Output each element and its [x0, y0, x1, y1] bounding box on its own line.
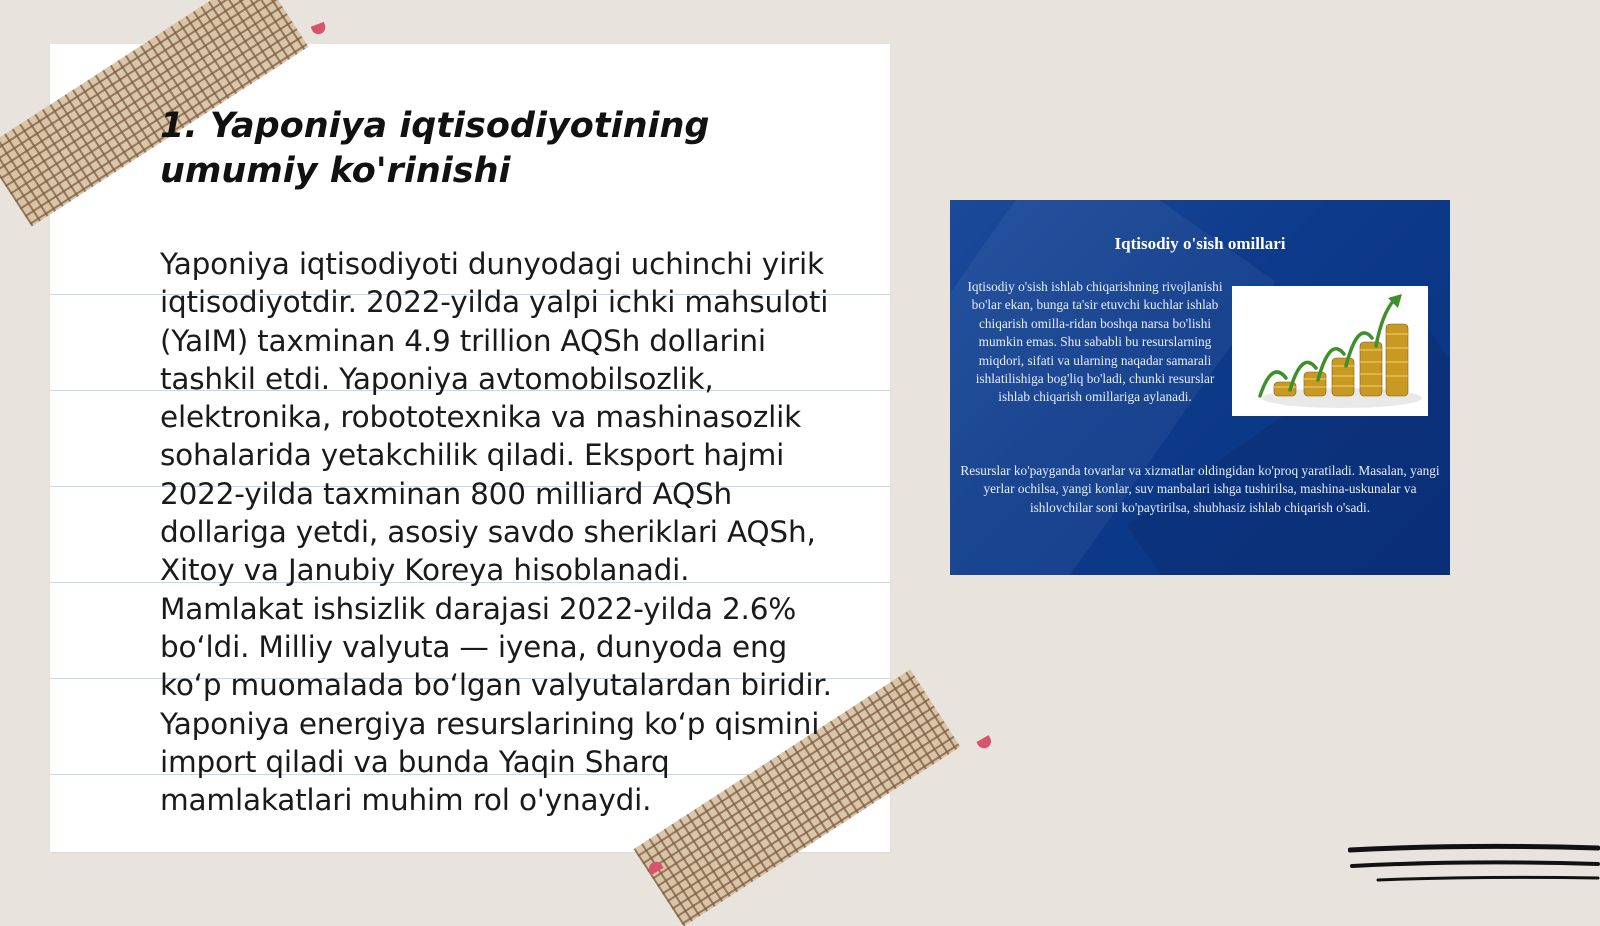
pin-icon	[976, 735, 993, 751]
slide-title: Iqtisodiy o'sish omillari	[1114, 234, 1286, 253]
coin-growth-graphic	[1232, 286, 1428, 416]
slide-paragraph-2: Resurslar ko'payganda tovarlar va xizmatlar oldingidan ko'proq yaratiladi. Masalan, yangi yerlar ochilsa, yangi konlar, suv manbalari ishga tushirilsa, mashina-uskunalar va ishlovchilar soni ko'paytirilsa, shubhasiz ishlab chiqarish o'sadi.	[960, 463, 1440, 515]
scribble-lines	[1348, 842, 1600, 892]
pin-icon	[311, 22, 328, 36]
slide-paragraph-1: Iqtisodiy o'sish ishlab chiqarishning rivojlanishi bo'lar ekan, bunga ta'sir etuvchi kuchlar ishlab chiqarish omilla-ridan boshqa narsa bo'lishi mumkin emas. Shu sababli bu resurslarning miqdori, sifati va ularning naqadar samarali ishlatilishiga bog'liq bo'ladi, chunki resurslar ishlab chiqarish omillariga aylanadi.	[967, 279, 1223, 405]
body-paragraph: Yaponiya iqtisodiyoti dunyodagi uchinchi yirik iqtisodiyotdir. 2022-yilda yalpi ichki mahsuloti (YaIM) taxminan 4.9 trillion AQSh dollarini tashkil etdi. Yaponiya avtomobilsozlik, elektronika, robototexnika va mashinasozlik sohalarida yetakchilik qiladi. Eksport hajmi 2022-yilda taxminan 800 milliard AQSh dollariga yetdi, asosiy savdo sheriklari AQSh, Xitoy va Janubiy Koreya hisoblanadi. Mamlakat ishsizlik darajasi 2022-yilda 2.6% bo‘ldi. Milliy valyuta — iyena, dunyoda eng ko‘p muomalada bo‘lgan valyutalardan biridir. Yaponiya energiya resurslarining ko‘p qismini import qiladi va bunda Yaqin Sharq mamlakatlari muhim rol o'ynaydi.	[160, 247, 832, 818]
coin-growth-icon	[1232, 286, 1428, 416]
embedded-slide-image	[950, 200, 1450, 575]
page-title: 1. Yaponiya iqtisodiyotining umumiy ko'rinishi	[160, 106, 710, 191]
